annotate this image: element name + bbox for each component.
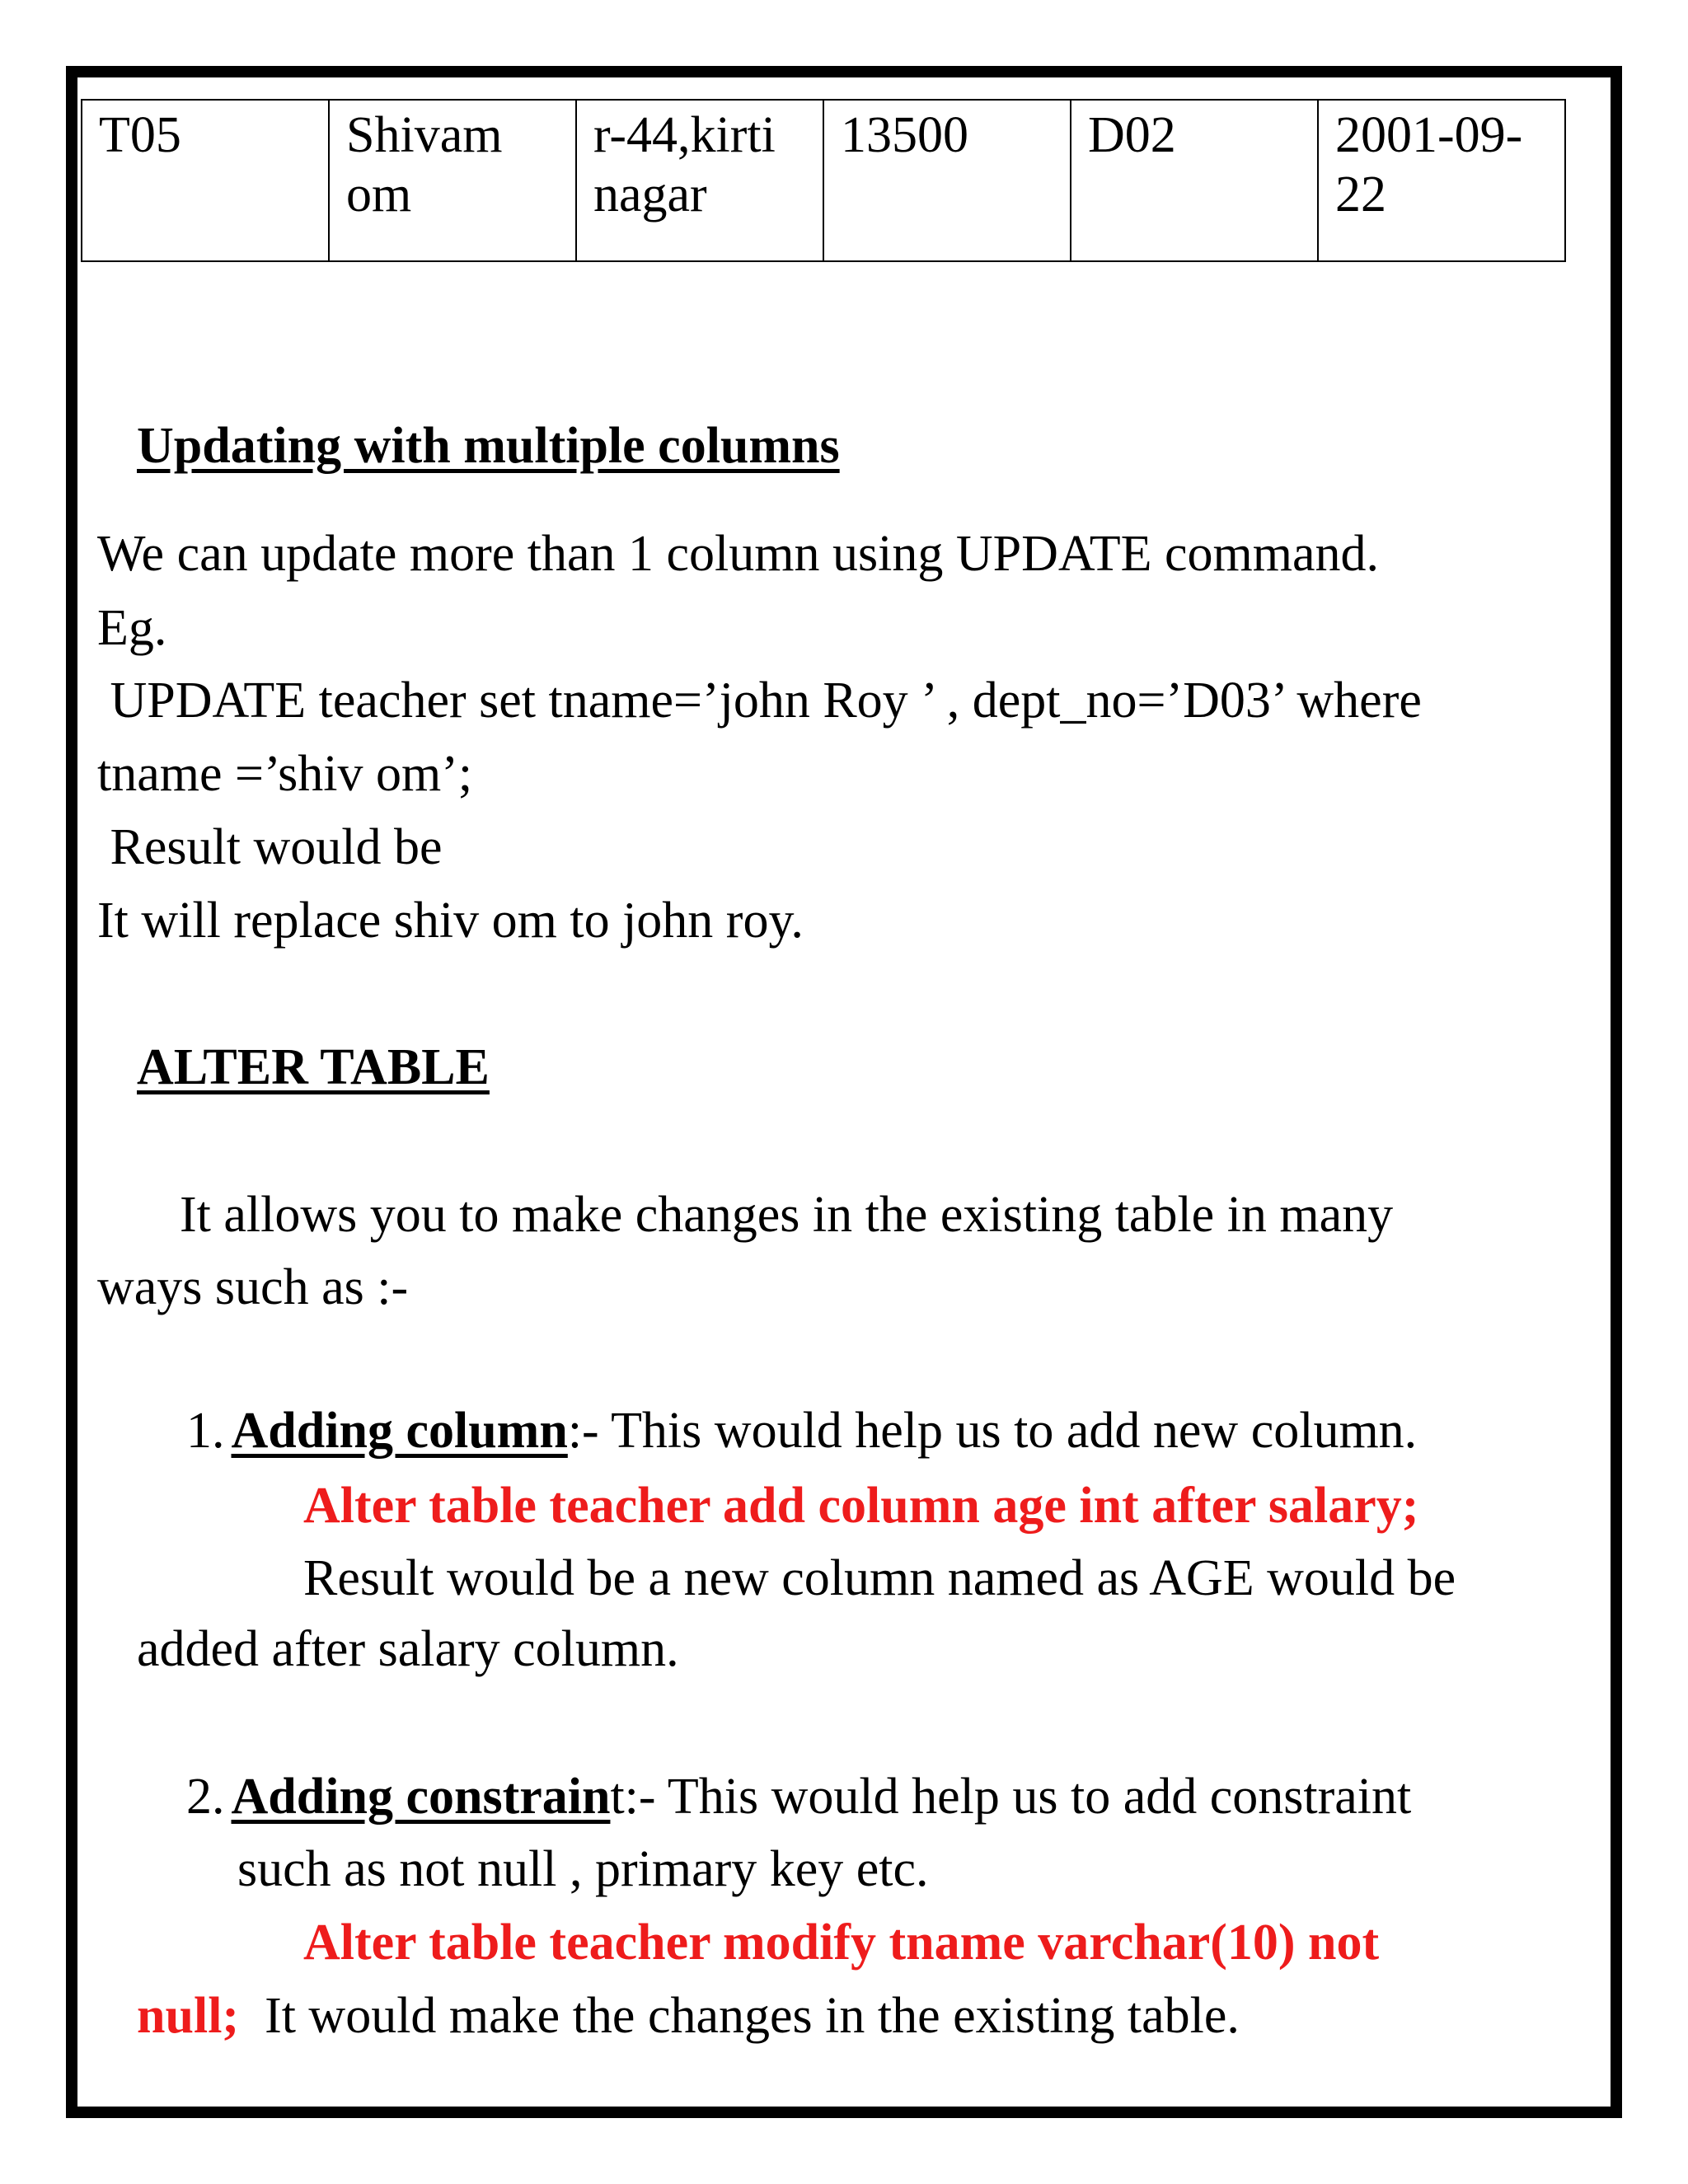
sql-code-red: Alter table teacher add column age int after salary; [303,1478,1419,1534]
paragraph-line: ways such as :- [97,1259,409,1315]
list-item-title: Adding constrain [231,1769,611,1825]
list-item [186,1394,1417,1467]
cell-address: r-44,kirti nagar [576,100,823,261]
section-heading-update: Updating with multiple columns [137,418,840,474]
cell-date: 2001-09-22 [1318,100,1565,261]
teacher-record-table [81,99,1566,262]
list-item-desc: :- This would help us to add new column. [567,1403,1418,1459]
sql-code-red: Alter table teacher modify tname varchar(10) not [303,1915,1380,1971]
paragraph-line [137,1980,1240,2052]
cell-dept: D02 [1071,100,1318,261]
paragraph-line: It allows you to make changes in the existing table in many [180,1187,1394,1243]
cell-salary: 13500 [823,100,1071,261]
table-row [82,100,1565,261]
paragraph-text: It would make the changes in the existing table. [239,1988,1240,2044]
paragraph-line: such as not null , primary key etc. [237,1841,929,1897]
example-sql-line: tname =’shiv om’; [97,746,473,802]
list-item [186,1760,1411,1833]
list-number: 1. [186,1403,225,1459]
section-heading-alter: ALTER TABLE [137,1039,490,1095]
paragraph-line: Result would be [97,819,443,875]
paragraph-line: Result would be a new column named as AGE would be [303,1550,1456,1606]
sql-code-red: null; [137,1988,240,2044]
paragraph-line: It will replace shiv om to john roy. [97,893,804,949]
paragraph-line: added after salary column. [137,1621,679,1677]
paragraph-line: We can update more than 1 column using UPDATE command. [97,526,1379,582]
list-number: 2. [186,1769,225,1825]
cell-tid: T05 [82,100,329,261]
example-sql-line: UPDATE teacher set tname=’john Roy ’ , dept_no=’D03’ where [97,673,1422,729]
list-item-desc: t:- This would help us to add constraint [610,1769,1412,1825]
list-item-title: Adding column [231,1403,568,1459]
paragraph-line: Eg. [97,600,167,656]
cell-tname: Shivam om [329,100,576,261]
